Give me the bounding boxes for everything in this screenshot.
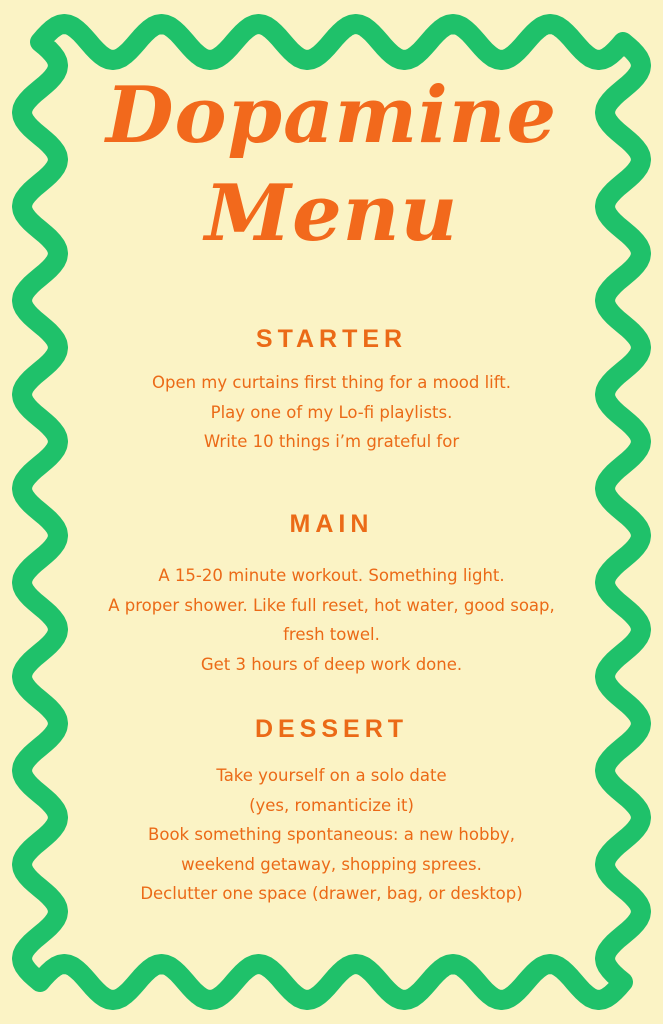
list-item: Declutter one space (drawer, bag, or desktop) xyxy=(140,884,523,903)
list-item: Write 10 things i’m grateful for xyxy=(203,432,460,451)
list-item: Book something spontaneous: a new hobby, xyxy=(148,825,515,844)
list-item: fresh towel. xyxy=(283,625,380,644)
list-item: A 15-20 minute workout. Something light. xyxy=(158,566,505,585)
title-dopamine: Dopamine xyxy=(105,70,558,161)
section-heading-dessert: DESSERT xyxy=(254,715,409,743)
list-item: Play one of my Lo-fi playlists. xyxy=(210,402,453,422)
section-heading-starter: STARTER xyxy=(255,325,408,353)
title-menu: Menu xyxy=(204,168,459,259)
main-list xyxy=(40,561,623,679)
section-heading-main: MAIN xyxy=(289,510,374,538)
list-item: Get 3 hours of deep work done. xyxy=(200,654,463,674)
dessert-list xyxy=(40,761,623,909)
list-item: weekend getaway, shopping sprees. xyxy=(181,854,482,874)
list-item: Take yourself on a solo date xyxy=(216,766,447,785)
list-item: (yes, romanticize it) xyxy=(249,795,414,815)
starter-list xyxy=(40,368,623,457)
list-item: Open my curtains first thing for a mood lift. xyxy=(151,373,512,392)
list-item: A proper shower. Like full reset, hot water, good soap, xyxy=(108,595,555,615)
